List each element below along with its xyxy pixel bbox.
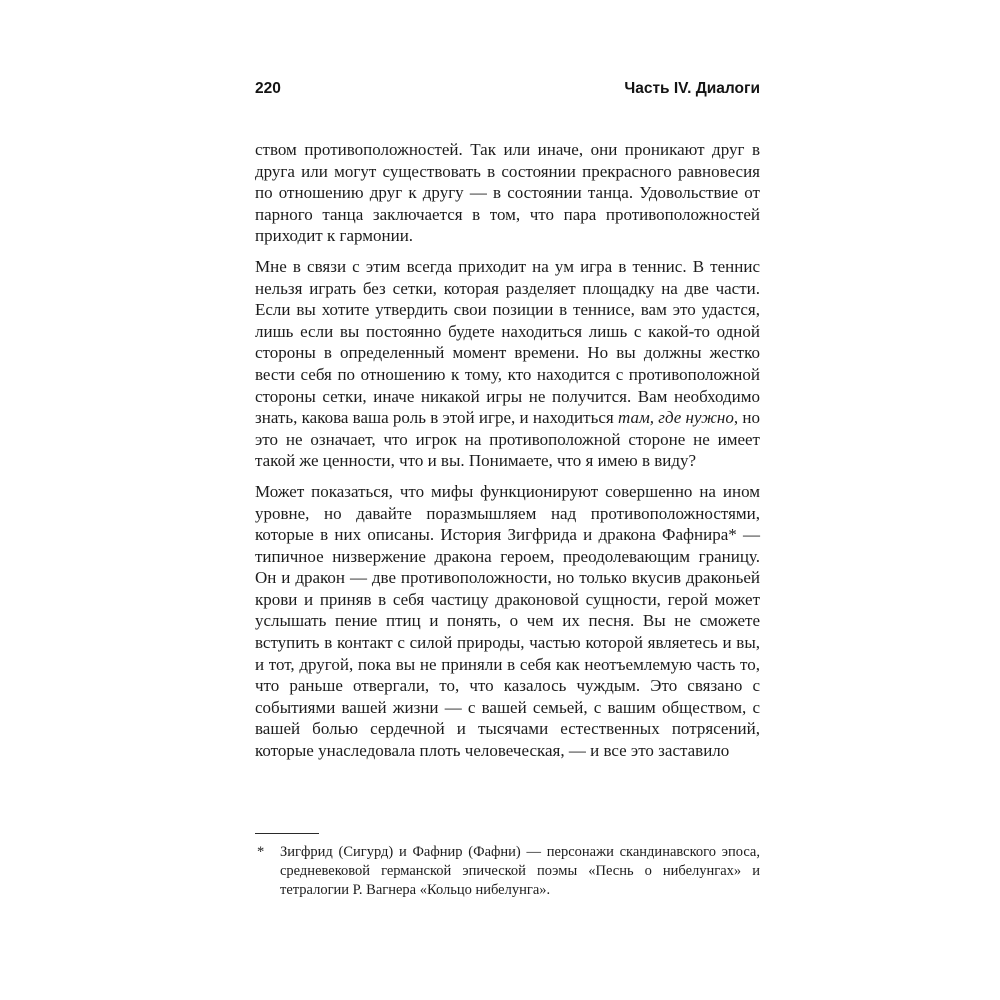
footnote-text: Зигфрид (Сигурд) и Фафнир (Фафни) — персонажи скандинавского эпоса, средневековой германской эпической поэмы «Песнь о нибелунгах» и тетралогии Р. Вагнера «Кольцо нибелунга». [280, 844, 760, 898]
chapter-title: Часть IV. Диалоги [624, 80, 760, 97]
footnote-section [255, 833, 760, 899]
footnote-rule [255, 833, 319, 834]
paragraph-2-text-post: , но это не означает, что игрок на противоположной стороне не имеет такой же ценности, что и вы. Понимаете, что я имею в виду? [255, 408, 760, 471]
running-head [255, 80, 760, 98]
paragraph-2-italic-phrase: там, где нужно [617, 408, 734, 428]
page-body [255, 139, 760, 762]
footnote-body [255, 843, 760, 899]
footnote-marker: * [257, 844, 265, 860]
paragraph-3: Может показаться, что мифы функционируют совершенно на ином уровне, но давайте поразмышляем над противоположностями, которые в них описаны. История Зигфрида и дракона Фафнира* — типичное низвержение дракона героем, преодолевающим границу. Он и дракон — две противоположности, но только вкусив драконьей крови и приняв в себя частицу драконовой сущности, герой может услышать пение птиц и понять, о чем их песня. Вы не сможете вступить в контакт с силой природы, частью которой являетесь и вы, и тот, другой, пока вы не приняли в себя как неотъемлемую часть то, что раньше отвергали, то, что казалось чуждым. Это связано с событиями вашей жизни — с вашей семьей, с вашим обществом, с вашей болью сердечной и тысячами естественных потрясений, которые унаследовала плоть человеческая, — и все это заставило [255, 481, 760, 761]
paragraph-1: ством противоположностей. Так или иначе, они проникают друг в друга или могут существовать в состоянии прекрасного равновесия по отношению друг к другу — в состоянии танца. Удовольствие от парного танца заключается в том, что пара противоположностей приходит к гармонии. [255, 140, 760, 246]
paragraph-2-text-pre: Мне в связи с этим всегда приходит на ум игра в теннис. В теннис нельзя играть без сетки, которая разделяет площадку на две части. Если вы хотите утвердить свои позиции в теннисе, вам это удастся, лишь если вы постоянно будете находиться лишь с какой-то одной стороны в определенный момент времени. Но вы должны жестко вести себя по отношению к тому, кто находится с противоположной стороны сетки, иначе никакой игры не получится. Вам необходимо знать, какова ваша роль в этой игре, и находиться [255, 256, 760, 428]
paragraph-2 [255, 256, 760, 472]
page-number: 220 [255, 80, 281, 97]
